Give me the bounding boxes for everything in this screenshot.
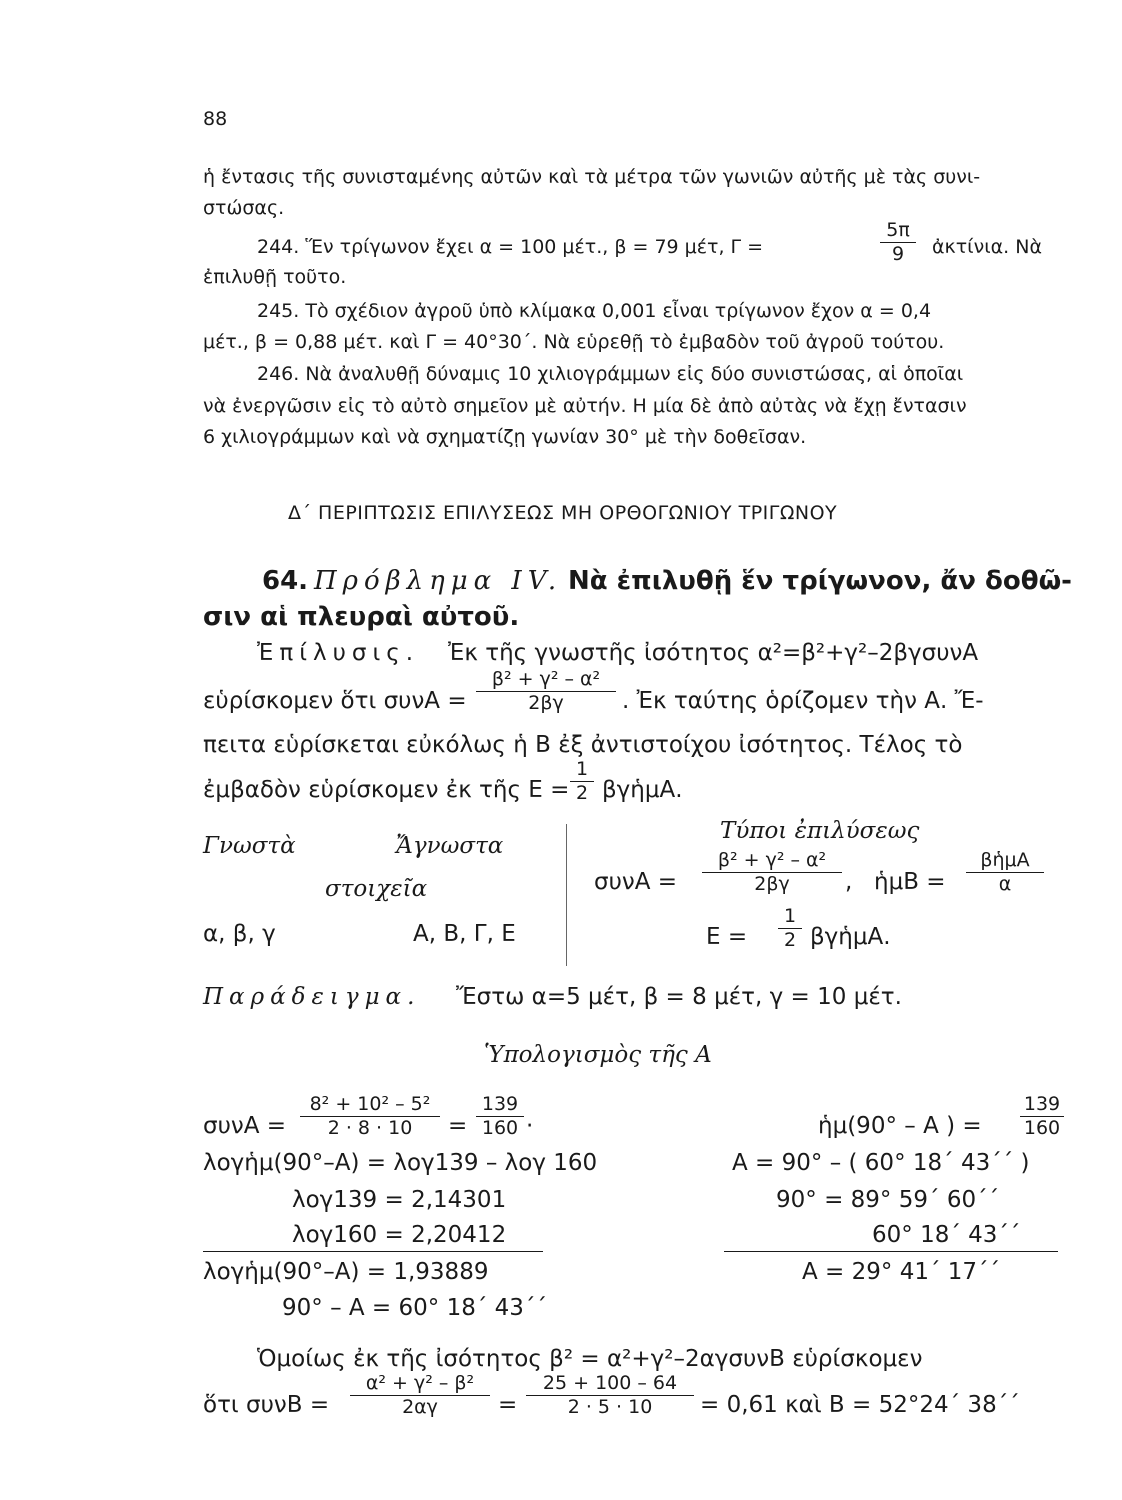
calc-sin-fraction <box>1020 1095 1064 1139</box>
exercise-246-line-3: 6 χιλιογράμμων καὶ νὰ σχηματίζῃ γωνίαν 30° μὲ τὴν δοθεῖσαν. <box>203 426 807 448</box>
formula-area-lhs: Ε = <box>706 924 748 950</box>
fraction-denominator: 2 · 5 · 10 <box>567 1395 653 1418</box>
formula-separator: , <box>845 869 853 895</box>
final-line-1: Ὁμοίως ἐκ τῆς ἰσότητος β² = α²+γ²–2αγσυνΒ εὑρίσκομεν <box>257 1346 923 1372</box>
final-result: = 0,61 καὶ Β = 52°24΄ 38΄΄ <box>700 1392 1020 1418</box>
formula-area-rhs: βγἡμΑ. <box>810 924 891 950</box>
final-cos-fraction <box>350 1374 490 1418</box>
fraction-numerator: α² + γ² – β² <box>365 1372 475 1394</box>
solution-line-4: ἐμβαδὸν εὑρίσκομεν ἐκ τῆς Ε = <box>203 777 570 803</box>
calc-left-sum-rule <box>203 1251 543 1252</box>
example-statement: Ἔστω α=5 μέτ, β = 8 μέτ, γ = 10 μέτ. <box>456 984 902 1010</box>
exercise-246-line-2: νὰ ἐνεργῶσιν εἰς τὸ αὐτὸ σημεῖον μὲ αὐτήν. Η μία δὲ ἀπὸ αὐτὰς νὰ ἔχῃ ἔντασιν <box>203 395 967 417</box>
exercise-245-line-1: 245. Τὸ σχέδιον ἀγροῦ ὑπὸ κλίμακα 0,001 εἶναι τρίγωνον ἔχον α = 0,4 <box>257 300 932 322</box>
page-number: 88 <box>203 108 228 130</box>
solution-label: Ἐπίλυσις. <box>257 640 420 666</box>
problem-number: 64. <box>262 566 309 596</box>
fraction-denominator: 160 <box>481 1116 519 1139</box>
calc-cos-lhs: συνΑ = <box>203 1113 287 1139</box>
calc-angle-line-1: Α = 90° – ( 60° 18΄ 43΄΄ ) <box>732 1150 1030 1176</box>
fraction-numerator: 5π <box>886 219 910 241</box>
calc-angle-result: Α = 29° 41΄ 17΄΄ <box>802 1259 1001 1285</box>
table-divider <box>566 824 567 966</box>
calculation-heading: Ὑπολογισμὸς τῆς Α <box>484 1042 712 1068</box>
problem-statement-2: σιν αἱ πλευραὶ αὐτοῦ. <box>203 602 520 632</box>
exercise-244-text-end: ἐπιλυθῇ τοῦτο. <box>203 266 347 288</box>
formula-sin-fraction <box>966 851 1044 895</box>
known-values: α, β, γ <box>203 921 276 947</box>
calc-sin-lhs: ἡμ(90° – Α ) = <box>818 1113 982 1139</box>
calc-log-line-4: λογἡμ(90°–Α) = 1,93889 <box>203 1259 489 1285</box>
final-equals: = <box>498 1392 518 1418</box>
formula-cos-fraction <box>702 851 842 895</box>
formula-sin-lhs: ἡμΒ = <box>874 869 946 895</box>
calc-log-line-3: λογ160 = 2,20412 <box>292 1222 507 1248</box>
fraction-numerator: 1 <box>783 905 797 927</box>
fraction-denominator: 2 <box>575 781 589 804</box>
unknown-header: Ἄγνωστα <box>396 833 504 859</box>
fraction-numerator: 1 <box>575 758 589 780</box>
exercise-244-text: 244. Ἕν τρίγωνον ἔχει α = 100 μέτ., β = 79 μέτ, Γ = <box>257 236 764 258</box>
calc-cos-fraction-result <box>476 1095 524 1139</box>
fraction-denominator: α <box>998 872 1012 895</box>
solution-line-2-cont: . Ἐκ ταύτης ὁρίζομεν τὴν Α. Ἔ- <box>622 688 984 714</box>
fraction-denominator: 2 <box>783 928 797 951</box>
section-heading: Δ΄ ΠΕΡΙΠΤΩΣΙΣ ΕΠΙΛΥΣΕΩΣ ΜΗ ΟΡΘΟΓΩΝΙΟΥ ΤΡΙΓΩΝΟΥ <box>288 502 838 524</box>
intro-line-2: στώσας. <box>203 197 285 219</box>
fraction-denominator: 9 <box>891 242 905 265</box>
problem-statement-1: Νὰ ἐπιλυθῇ ἕν τρίγωνον, ἄν δοθῶ- <box>568 566 1072 596</box>
intro-line-1: ἡ ἔντασις τῆς συνισταμένης αὐτῶν καὶ τὰ μέτρα τῶν γωνιῶν αὐτῆς μὲ τὰς συνι- <box>203 166 981 188</box>
solution-line-1: Ἐκ τῆς γνωστῆς ἰσότητος α²=β²+γ²–2βγσυνΑ <box>448 640 979 666</box>
example-label: Παράδειγμα. <box>203 984 421 1010</box>
unknown-values: Α, Β, Γ, Ε <box>413 921 516 947</box>
exercise-245-line-2: μέτ., β = 0,88 μέτ. καὶ Γ = 40°30΄. Νὰ εὑρεθῇ τὸ ἐμβαδὸν τοῦ ἀγροῦ τούτου. <box>203 331 945 353</box>
exercise-244-fraction <box>880 221 916 265</box>
calc-log-line-1: λογἡμ(90°–Α) = λογ139 – λογ 160 <box>203 1150 598 1176</box>
cosine-rule-fraction <box>476 670 616 714</box>
fraction-numerator: 139 <box>481 1093 519 1115</box>
fraction-numerator: 25 + 100 – 64 <box>542 1372 678 1394</box>
calc-log-line-2: λογ139 = 2,14301 <box>292 1187 507 1213</box>
fraction-numerator: βἡμΑ <box>980 849 1030 871</box>
problem-label: Πρόβλημα ΙV. <box>314 566 563 596</box>
calc-angle-line-3: 60° 18΄ 43΄΄ <box>872 1222 1021 1248</box>
formula-area-fraction <box>778 907 802 951</box>
formula-cos-lhs: συνΑ = <box>594 869 678 895</box>
calc-cos-dot: · <box>526 1113 534 1139</box>
fraction-denominator: 2 · 8 · 10 <box>327 1116 413 1139</box>
final-line-2: ὅτι συνΒ = <box>203 1392 330 1418</box>
calc-cos-fraction <box>300 1095 440 1139</box>
calc-angle-line-2: 90° = 89° 59΄ 60΄΄ <box>776 1187 1000 1213</box>
fraction-denominator: 2βγ <box>528 691 564 714</box>
exercise-244-text-cont: ἀκτίνια. Νὰ <box>932 236 1042 258</box>
known-header: Γνωστὰ <box>203 833 296 859</box>
area-half-fraction <box>570 760 594 804</box>
calc-log-line-5: 90° – Α = 60° 18΄ 43΄΄ <box>282 1295 547 1321</box>
solution-line-2: εὑρίσκομεν ὅτι συνΑ = <box>203 688 467 714</box>
fraction-numerator: 139 <box>1023 1093 1061 1115</box>
fraction-denominator: 2βγ <box>754 872 790 895</box>
fraction-denominator: 2αγ <box>402 1395 438 1418</box>
calc-cos-equals: = <box>448 1113 468 1139</box>
solution-line-3: πειτα εὑρίσκεται εὐκόλως ἡ Β ἐξ ἀντιστοίχου ἰσότητος. Τέλος τὸ <box>203 732 963 758</box>
exercise-246-line-1: 246. Νὰ ἀναλυθῇ δύναμις 10 χιλιογράμμων εἰς δύο συνιστώσας, αἱ ὁποῖαι <box>257 363 964 385</box>
elements-header: στοιχεῖα <box>325 876 428 902</box>
calc-right-sum-rule <box>724 1251 1058 1252</box>
fraction-numerator: β² + γ² – α² <box>717 849 827 871</box>
fraction-numerator: 8² + 10² – 5² <box>309 1093 431 1115</box>
fraction-denominator: 160 <box>1023 1116 1061 1139</box>
fraction-numerator: β² + γ² – α² <box>491 668 601 690</box>
formulas-header: Τύποι ἐπιλύσεως <box>720 818 920 844</box>
solution-line-4-cont: βγἡμΑ. <box>602 777 683 803</box>
final-cos-fraction-values <box>526 1374 694 1418</box>
